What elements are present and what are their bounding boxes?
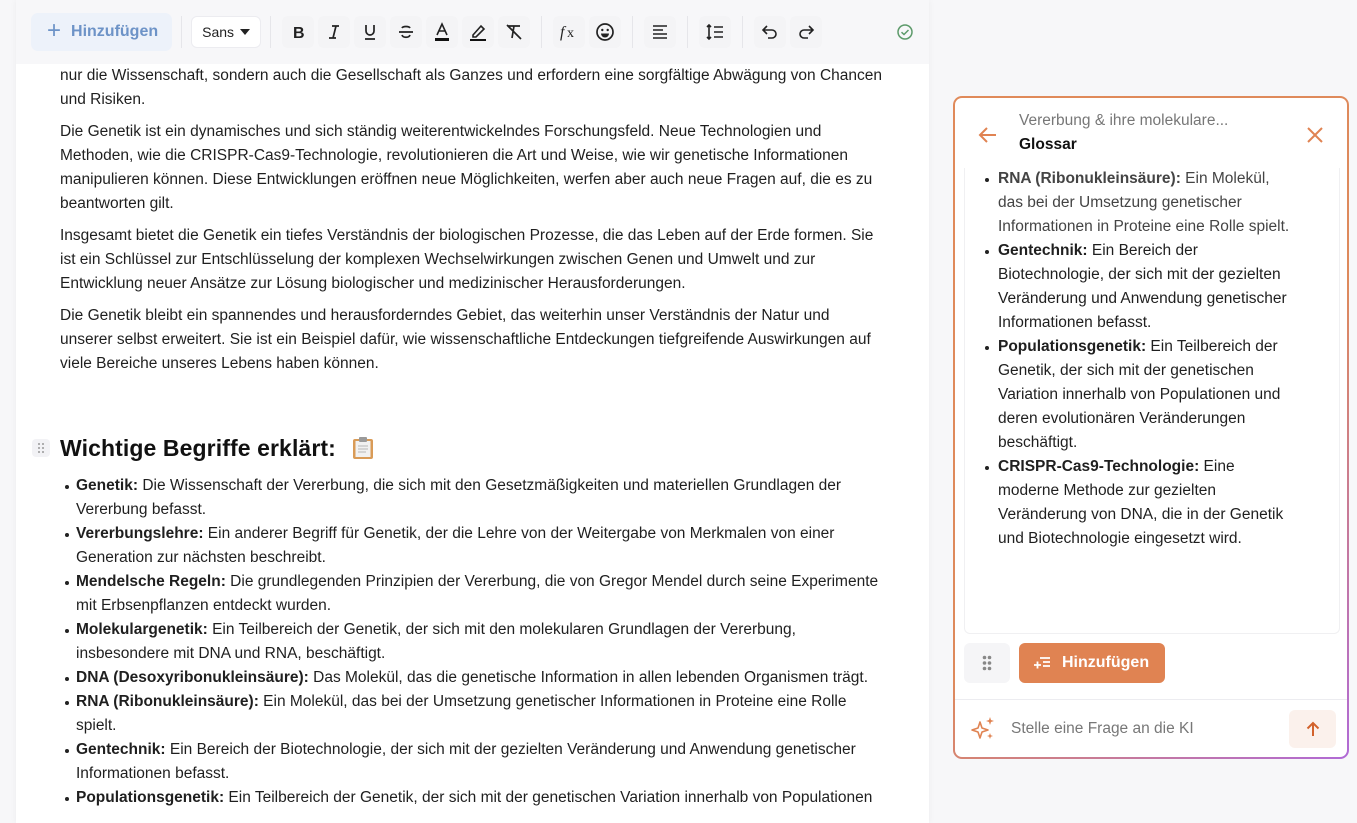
ai-question-bar (955, 700, 1347, 757)
line-spacing-icon (705, 22, 725, 42)
toolbar-divider (541, 16, 542, 48)
redo-button[interactable] (790, 16, 822, 48)
paragraph: Die Genetik ist ein dynamisches und sich ständig weiterentwickelndes Forschungsfeld. Neue Technologien und Methoden, wie die CRISPR-Cas9-Technologie, revolutionieren die Art und Weise, wie wir genetische Informationen manipulieren können. Diese Entwicklungen eröffnen neue Möglichkeiten, werfen aber auch neue Fragen auf, die es zu beantworten gilt. (60, 123, 873, 212)
send-button[interactable] (1289, 710, 1336, 748)
bold-button[interactable] (282, 16, 314, 48)
arrow-up-icon (1306, 721, 1320, 737)
paragraph: Insgesamt bietet die Genetik ein tiefes Verständnis der biologischen Prozesse, die das Leben auf der Erde formen. Sie ist ein Schlüssel zur Entschlüsselung der komplexen Wechselwirkungen zwischen Genen und Umwelt und zur Entwicklung neuer Ansätze zur Lösung biologischer und medizinischer Herausforderungen. (60, 227, 874, 292)
italic-button[interactable] (318, 16, 350, 48)
smiley-icon (595, 22, 615, 42)
toolbar-divider (270, 16, 271, 48)
back-arrow-icon[interactable] (977, 124, 999, 146)
svg-text:B: B (293, 25, 305, 42)
add-block-label: Hinzufügen (71, 23, 159, 40)
list-item: Vererbungslehre: Ein anderer Begriff für Genetik, der die Lehre von der Weitergabe von Merkmalen von einer Generation zur nächsten beschreibt. (76, 522, 882, 570)
glossary-item: Populationsgenetik: Ein Teilbereich der Genetik, der sich mit der genetischen Variation innerhalb von Populationen und deren evolutionären Veränderungen beschäftigt. (998, 335, 1295, 455)
toolbar-divider (687, 16, 688, 48)
ai-sparkle-icon (970, 716, 996, 742)
list-item: Populationsgenetik: Ein Teilbereich der Genetik, der sich mit der genetischen Variation innerhalb von Populationen (76, 786, 882, 810)
document-editor (16, 0, 929, 823)
list-item: Mendelsche Regeln: Die grundlegenden Prinzipien der Vererbung, die von Gregor Mendel durch seine Experimente mit Erbsenpflanzen entdeckt wurden. (76, 570, 882, 618)
clear-format-icon (504, 22, 524, 42)
redo-icon (796, 22, 816, 42)
toolbar-divider (181, 16, 182, 48)
panel-actions (964, 643, 1165, 685)
text-color-button[interactable] (426, 16, 458, 48)
undo-button[interactable] (754, 16, 786, 48)
grip-dots-icon (37, 442, 45, 454)
paragraph: Die Genetik bleibt ein spannendes und herausforderndes Gebiet, das weiterhin unser Verständnis der Natur und unserer selbst erweitert. Sie ist ein Beispiel dafür, wie wissenschaftliche Entdeckungen tiefgreifende Auswirkungen auf viele Bereiche unseres Lebens haben können. (60, 307, 871, 372)
terms-list (60, 474, 882, 810)
insert-into-document-button[interactable] (1019, 643, 1165, 683)
list-item: RNA (Ribonukleinsäure): Ein Molekül, das bei der Umsetzung genetischer Informationen in Proteine eine Rolle spielt. (76, 690, 882, 738)
insert-button-label: Hinzufügen (1062, 654, 1150, 671)
text-color-icon (432, 22, 452, 42)
formula-button[interactable] (553, 16, 585, 48)
toolbar-divider (742, 16, 743, 48)
strikethrough-icon (396, 22, 416, 42)
glossary-item: Gentechnik: Ein Bereich der Biotechnologie, der sich mit der gezielten Veränderung und Anwendung genetischer Informationen befasst. (998, 239, 1295, 335)
list-item: DNA (Desoxyribonukleinsäure): Das Molekül, das die genetische Information in allen lebenden Organismen trägt. (76, 666, 882, 690)
glossary-item: CRISPR-Cas9-Technologie: Eine moderne Methode zur gezielten Veränderung von DNA, die in der Genetik und Biotechnologie eingesetzt wird. (998, 455, 1295, 551)
align-left-icon (650, 22, 670, 42)
add-list-icon (1033, 656, 1051, 670)
line-spacing-button[interactable] (699, 16, 731, 48)
strikethrough-button[interactable] (390, 16, 422, 48)
document-content[interactable] (60, 64, 882, 810)
clear-format-button[interactable] (498, 16, 530, 48)
close-icon[interactable] (1305, 125, 1325, 145)
ai-glossary-panel (953, 96, 1349, 759)
undo-icon (760, 22, 780, 42)
ask-ai-input[interactable] (1011, 714, 1281, 744)
font-family-value: Sans (202, 24, 235, 40)
list-item: Gentechnik: Ein Bereich der Biotechnologie, der sich mit der gezielten Veränderung und Anwendung genetischer Informationen befasst. (76, 738, 882, 786)
highlighter-icon (468, 22, 488, 42)
saved-check-icon (896, 23, 914, 41)
align-left-button[interactable] (644, 16, 676, 48)
grip-dots-icon (982, 655, 992, 671)
block-drag-handle[interactable] (32, 439, 50, 457)
underline-icon (360, 22, 380, 42)
emoji-button[interactable] (589, 16, 621, 48)
section-heading: Wichtige Begriffe erklärt: (60, 435, 336, 461)
panel-title: Glossar (1019, 136, 1077, 153)
plus-icon: + (47, 17, 62, 44)
font-family-select[interactable] (191, 16, 261, 48)
paragraph: nur die Wissenschaft, sondern auch die Gesellschaft als Ganzes und erfordern eine sorgfältige Abwägung von Chancen und Risiken. (60, 67, 882, 108)
function-icon (559, 22, 579, 42)
underline-button[interactable] (354, 16, 386, 48)
editor-toolbar (16, 0, 929, 64)
panel-header (955, 98, 1347, 168)
svg-text:f: f (560, 24, 565, 41)
add-block-button[interactable] (31, 13, 172, 51)
panel-breadcrumb: Vererbung & ihre molekulare... (1019, 112, 1229, 129)
chevron-down-icon (240, 29, 250, 35)
section-heading-row (60, 430, 882, 466)
list-item: Molekulargenetik: Ein Teilbereich der Genetik, der sich mit den molekularen Grundlagen der Vererbung, insbesondere mit DNA und RNA, beschäftigt. (76, 618, 882, 666)
highlight-button[interactable] (462, 16, 494, 48)
glossary-item: RNA (Ribonukleinsäure): Ein Molekül, das bei der Umsetzung genetischer Informationen in Proteine eine Rolle spielt. (998, 168, 1295, 239)
glossary-content[interactable] (964, 168, 1340, 634)
glossary-list (965, 168, 1295, 551)
svg-text:x: x (567, 26, 575, 41)
bold-icon (288, 22, 308, 42)
drag-handle-button[interactable] (964, 643, 1010, 683)
list-item: Genetik: Die Wissenschaft der Vererbung, die sich mit den Gesetzmäßigkeiten und materiellen Grundlagen der Vererbung befasst. (76, 474, 882, 522)
clipboard-icon (352, 436, 374, 460)
toolbar-divider (632, 16, 633, 48)
italic-icon (324, 22, 344, 42)
